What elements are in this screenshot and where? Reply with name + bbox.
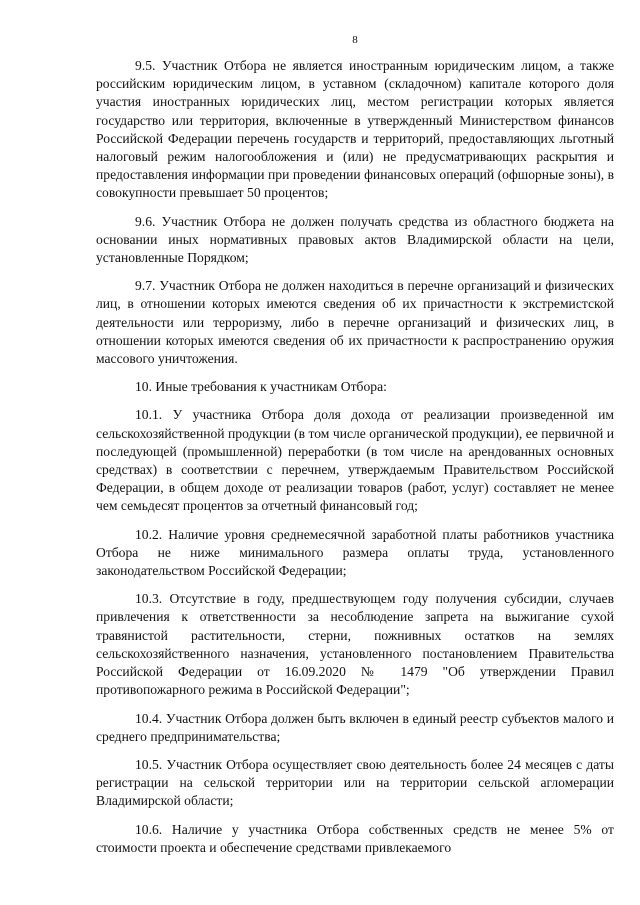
- paragraph-10-5: 10.5. Участник Отбора осуществляет свою деятельность более 24 месяцев с даты регистрации на сельской территории или на территории сельской агломерации Владимирской области;: [96, 756, 614, 809]
- paragraph-9-5: 9.5. Участник Отбора не является иностранным юридическим лицом, а также российским юридическим лицом, в уставном (складочном) капитале которого доля участия иностранных юридических лиц, местом регистрации которых является государство или территория, включенные в утвержденный Министерством финансов Российской Федерации перечень государств и территорий, предоставляющих льготный налоговый режим налогообложения и (или) не предусматривающих раскрытия и предоставления информации при проведении финансовых операций (офшорные зоны), в совокупности превышает 50 процентов;: [96, 58, 614, 201]
- page-number: 8: [352, 34, 358, 46]
- paragraph-9-7: 9.7. Участник Отбора не должен находиться в перечне организаций и физических лиц, в отношении которых имеются сведения об их причастности к экстремистской деятельности или терроризму, либо в перечне организаций и физических лиц, в отношении которых имеются сведения об их причастности к распространению оружия массового уничтожения.: [96, 278, 614, 367]
- paragraph-10-2: 10.2. Наличие уровня среднемесячной заработной платы работников участника Отбора не ниже минимального размера оплаты труда, установленного законодательством Российской Федерации;: [96, 526, 614, 579]
- paragraph-10-3: 10.3. Отсутствие в году, предшествующем году получения субсидии, случаев привлечения к ответственности за несоблюдение запрета на выжигание сухой травянистой растительности, стерни, пожнивных остатков на землях сельскохозяйственного назначения, установленного постановлением Правительства Российской Федерации от 16.09.2020 № 1479 "Об утверждении Правил противопожарного режима в Российской Федерации";: [96, 591, 614, 698]
- paragraph-9-6: 9.6. Участник Отбора не должен получать средства из областного бюджета на основании иных нормативных правовых актов Владимирской области на цели, установленные Порядком;: [96, 213, 614, 266]
- paragraph-10: 10. Иные требования к участникам Отбора:: [135, 379, 387, 395]
- paragraph-10-4: 10.4. Участник Отбора должен быть включен в единый реестр субъектов малого и среднего предпринимательства;: [96, 710, 614, 744]
- paragraph-10-6: 10.6. Наличие у участника Отбора собственных средств не менее 5% от стоимости проекта и обеспечение средствами привлекаемого: [96, 821, 614, 855]
- paragraph-10-1: 10.1. У участника Отбора доля дохода от реализации произведенной им сельскохозяйственной продукции (в том числе органической продукции), ее первичной и последующей (промышленной) переработки (в том числе на арендованных основных средствах) в соответствии с перечнем, утверждаемым Правительством Российской Федерации, в общем доходе от реализации товаров (работ, услуг) составляет не менее чем семьдесят процентов за отчетный финансовый год;: [96, 407, 614, 514]
